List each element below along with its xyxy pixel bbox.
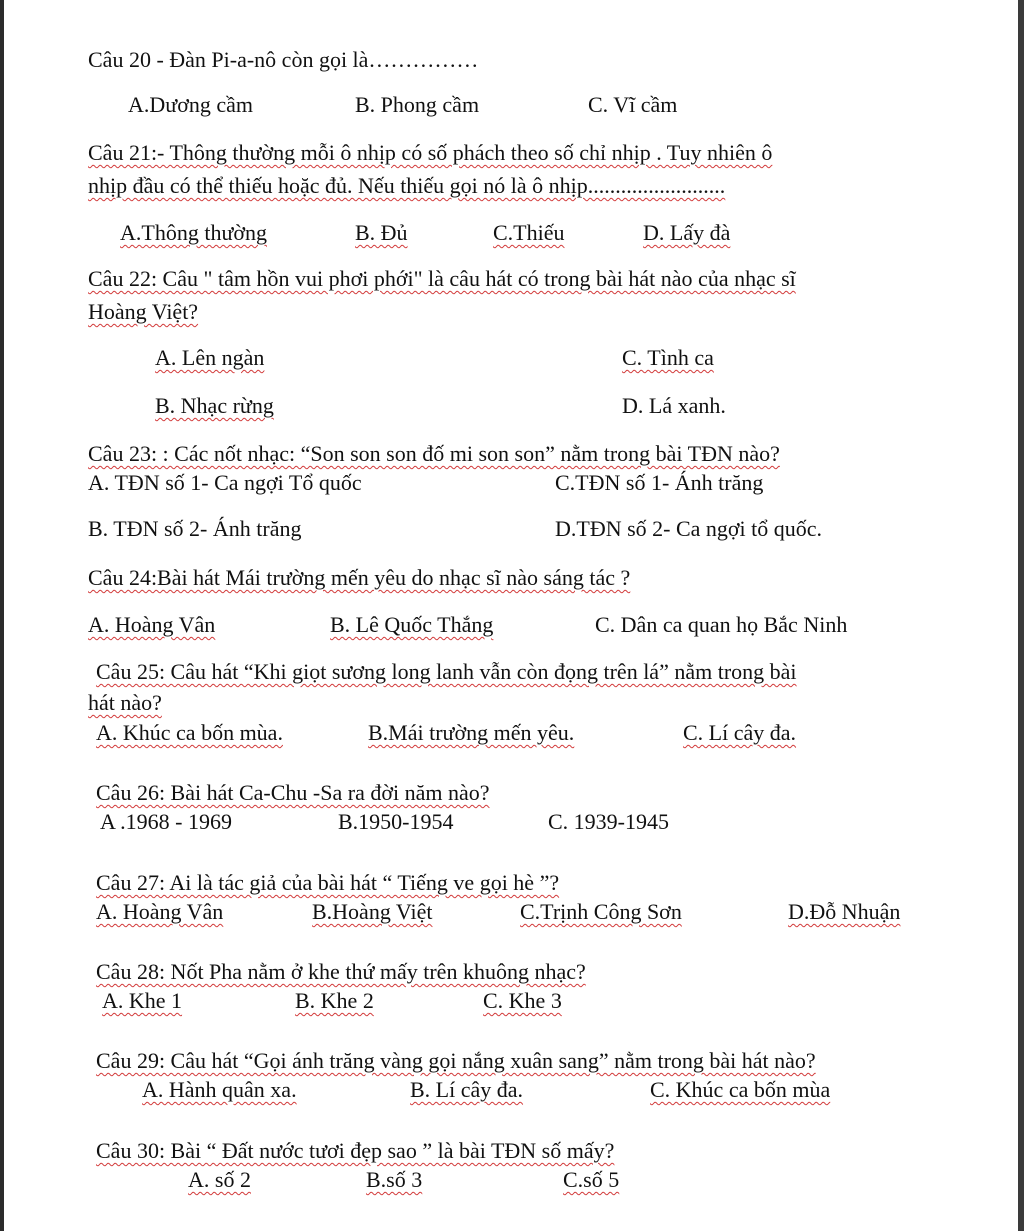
q21-option-b: B. Đủ xyxy=(355,220,408,245)
question-26: Câu 26: Bài hát Ca-Chu -Sa ra đời năm nào? xyxy=(96,780,490,805)
question-25-line2: hát nào? xyxy=(88,690,162,715)
q21-option-c: C.Thiếu xyxy=(493,220,565,245)
q22-option-c: C. Tình ca xyxy=(622,345,714,370)
question-27: Câu 27: Ai là tác giả của bài hát “ Tiếng ve gọi hè ”? xyxy=(96,870,560,895)
q27-option-a: A. Hoàng Vân xyxy=(96,899,224,924)
q20-option-c: C. Vĩ cầm xyxy=(588,92,678,117)
question-21-line2: nhịp đầu có thể thiếu hoặc đủ. Nếu thiếu gọi nó là ô nhịp......................... xyxy=(88,173,726,198)
question-30: Câu 30: Bài “ Đất nước tươi đẹp sao ” là bài TĐN số mấy? xyxy=(96,1138,615,1163)
q20-option-a: A.Dương cầm xyxy=(128,92,253,117)
question-24: Câu 24:Bài hát Mái trường mến yêu do nhạc sĩ nào sáng tác ? xyxy=(88,565,631,590)
q26-option-c: C. 1939-1945 xyxy=(548,809,669,834)
q25-option-c: C. Lí cây đa. xyxy=(683,720,797,745)
q30-option-c: C.số 5 xyxy=(563,1167,620,1192)
question-23: Câu 23: : Các nốt nhạc: “Son son son đố mi son son” nằm trong bài TĐN nào? xyxy=(88,441,780,466)
q20-option-b: B. Phong cầm xyxy=(355,92,480,117)
q21-option-d: D. Lấy đà xyxy=(643,220,731,245)
q23-option-d: D.TĐN số 2- Ca ngợi tổ quốc. xyxy=(555,516,823,541)
question-22-line2: Hoàng Việt? xyxy=(88,299,199,324)
q23-option-b: B. TĐN số 2- Ánh trăng xyxy=(88,516,302,541)
q30-option-a: A. số 2 xyxy=(188,1167,251,1192)
q29-option-c: C. Khúc ca bốn mùa xyxy=(650,1077,831,1102)
question-28: Câu 28: Nốt Pha nằm ở khe thứ mấy trên khuông nhạc? xyxy=(96,959,586,984)
question-29: Câu 29: Câu hát “Gọi ánh trăng vàng gọi nắng xuân sang” nằm trong bài hát nào? xyxy=(96,1048,816,1073)
question-25-line1: Câu 25: Câu hát “Khi giọt sương long lanh vẫn còn đọng trên lá” nằm trong bài xyxy=(96,659,797,684)
q22-option-d: D. Lá xanh. xyxy=(622,393,726,418)
q22-option-a: A. Lên ngàn xyxy=(155,345,265,370)
q27-option-d: D.Đỗ Nhuận xyxy=(788,899,901,924)
q22-option-b: B. Nhạc rừng xyxy=(155,393,274,418)
question-21-line1: Câu 21:- Thông thường mỗi ô nhịp có số phách theo số chỉ nhịp . Tuy nhiên ô xyxy=(88,140,773,165)
q27-option-c: C.Trịnh Công Sơn xyxy=(520,899,682,924)
q24-option-b: B. Lê Quốc Thắng xyxy=(330,612,494,637)
q28-option-c: C. Khe 3 xyxy=(483,988,562,1013)
q21-option-a: A.Thông thường xyxy=(120,220,267,245)
page-left-border xyxy=(0,0,4,1231)
q25-option-a: A. Khúc ca bốn mùa. xyxy=(96,720,283,745)
q29-option-a: A. Hành quân xa. xyxy=(142,1077,297,1102)
q25-option-b: B.Mái trường mến yêu. xyxy=(368,720,575,745)
q24-option-a: A. Hoàng Vân xyxy=(88,612,216,637)
question-22-line1: Câu 22: Câu " tâm hồn vui phơi phới" là câu hát có trong bài hát nào của nhạc sĩ xyxy=(88,266,796,291)
q27-option-b: B.Hoàng Việt xyxy=(312,899,433,924)
question-20: Câu 20 - Đàn Pi-a-nô còn gọi là…………… xyxy=(88,47,479,72)
q24-option-c: C. Dân ca quan họ Bắc Ninh xyxy=(595,612,848,637)
q30-option-b: B.số 3 xyxy=(366,1167,423,1192)
q28-option-b: B. Khe 2 xyxy=(295,988,374,1013)
page-right-border xyxy=(1018,0,1024,1231)
q28-option-a: A. Khe 1 xyxy=(102,988,183,1013)
q23-option-c: C.TĐN số 1- Ánh trăng xyxy=(555,470,764,495)
q26-option-b: B.1950-1954 xyxy=(338,809,454,834)
q23-option-a: A. TĐN số 1- Ca ngợi Tổ quốc xyxy=(88,470,362,495)
q26-option-a: A .1968 - 1969 xyxy=(100,809,232,834)
q29-option-b: B. Lí cây đa. xyxy=(410,1077,524,1102)
